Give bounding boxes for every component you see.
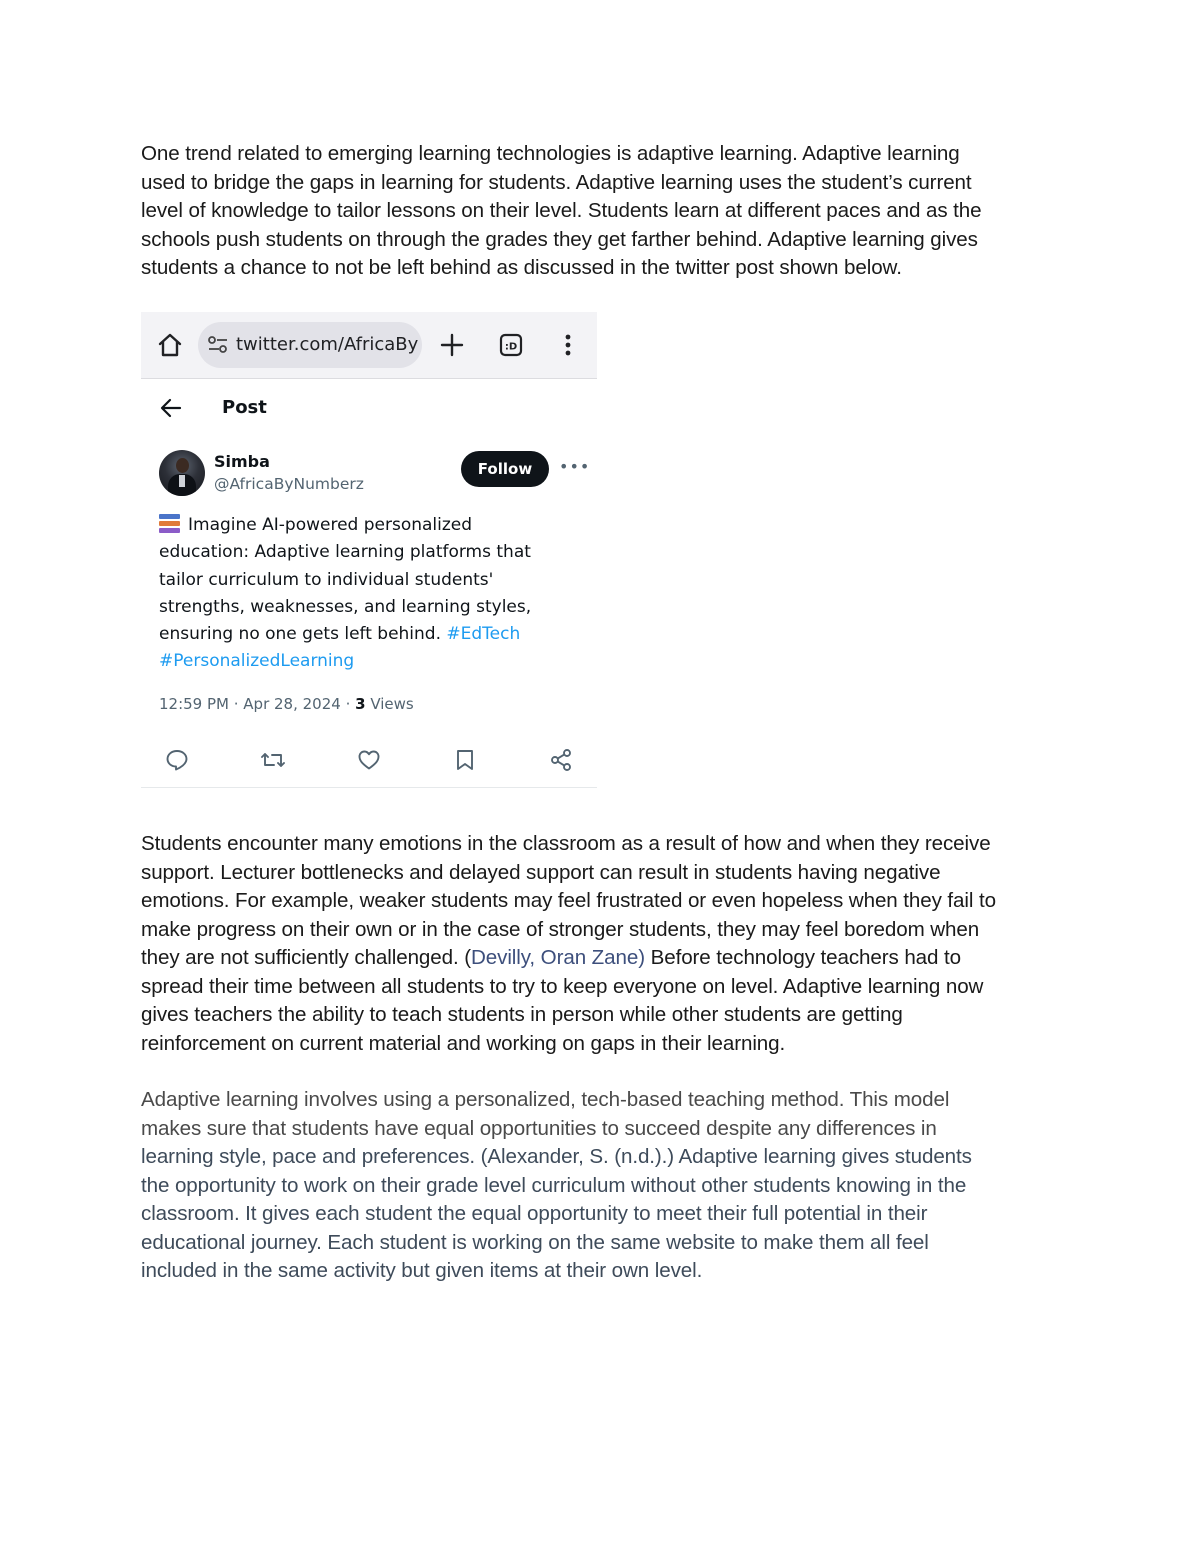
text-line: emotions. For example, weaker students may feel frustrated or even hopeless when they fail to bbox=[141, 889, 996, 912]
text-line: students a chance to not be left behind as discussed in the twitter post shown below. bbox=[141, 256, 902, 279]
text-line: educational journey. Each student is working on the same website to make them all feel bbox=[141, 1230, 929, 1254]
tweet-line bbox=[159, 648, 579, 675]
text-line: level of knowledge to tailor lessons on their level. Students learn at different paces and as the bbox=[141, 199, 982, 222]
text-line: spread their time between all students to try to keep everyone on level. Adaptive learning now bbox=[141, 974, 984, 998]
paragraph-adaptive bbox=[141, 1086, 1061, 1286]
author-handle[interactable]: @AfricaByNumberz bbox=[214, 475, 364, 493]
tweet-screenshot bbox=[141, 312, 597, 789]
reply-icon[interactable] bbox=[165, 748, 189, 776]
bookmark-icon[interactable] bbox=[454, 748, 476, 776]
text-line: included in the same activity but given items at their own level. bbox=[141, 1259, 703, 1282]
text-line: Students encounter many emotions in the classroom as a result of how and when they receive bbox=[141, 832, 991, 855]
tweet-line: tailor curriculum to individual students' bbox=[159, 569, 494, 590]
paragraph-emotions bbox=[141, 830, 1061, 1058]
tweet-line: ensuring no one gets left behind. #EdTech bbox=[159, 624, 521, 645]
browser-toolbar bbox=[141, 312, 597, 379]
share-icon[interactable] bbox=[549, 748, 573, 776]
text-line: support. Lecturer bottlenecks and delayed support can result in students having negative bbox=[141, 860, 941, 884]
text-line: reinforcement on current material and working on gaps in their learning. bbox=[141, 1031, 786, 1055]
text-line: make progress on their own or in the case of stronger students, they may feel boredom when bbox=[141, 917, 980, 941]
url-text: twitter.com/AfricaBy bbox=[236, 334, 419, 355]
paragraph-intro bbox=[141, 140, 1061, 283]
back-arrow-icon[interactable] bbox=[160, 398, 182, 422]
text-line: they are not sufficiently challenged. (Devilly, Oran Zane) Before technology teachers had to bbox=[141, 946, 961, 969]
tweet-timestamp: 12:59 PM · Apr 28, 2024 · 3 Views bbox=[159, 695, 414, 713]
text-line: schools push students on through the grades they get farther behind. Adaptive learning gives bbox=[141, 227, 978, 251]
hashtag-personalizedlearning[interactable]: #PersonalizedLearning bbox=[159, 651, 355, 672]
books-icon bbox=[159, 514, 180, 533]
text-line: Adaptive learning involves using a personalized, tech-based teaching method. This model bbox=[141, 1088, 950, 1111]
text-line: classroom. It gives each student the equal opportunity to meet their full potential in their bbox=[141, 1202, 928, 1225]
post-header bbox=[141, 379, 597, 441]
kebab-menu-icon[interactable] bbox=[562, 333, 574, 361]
like-icon[interactable] bbox=[357, 748, 381, 776]
text-line: One trend related to emerging learning technologies is adaptive learning. Adaptive learning bbox=[141, 142, 960, 165]
hashtag-edtech[interactable]: #EdTech bbox=[446, 624, 521, 645]
tweet-action-bar bbox=[141, 740, 597, 788]
address-bar[interactable] bbox=[198, 322, 422, 368]
tweet-line: strengths, weaknesses, and learning styles, bbox=[159, 596, 532, 617]
post-title: Post bbox=[222, 397, 267, 418]
citation-devilly: Devilly, Oran Zane) bbox=[471, 946, 645, 969]
site-settings-icon[interactable] bbox=[207, 335, 229, 359]
tweet-line: education: Adaptive learning platforms that bbox=[159, 542, 531, 563]
text-line: learning style, pace and preferences. (Alexander, S. (n.d.).) Adaptive learning gives students bbox=[141, 1145, 972, 1168]
tweet-text bbox=[159, 512, 579, 676]
more-options-icon[interactable]: ••• bbox=[559, 457, 591, 476]
author-name[interactable]: Simba bbox=[214, 452, 270, 471]
tweet-line: Imagine AI-powered personalized bbox=[159, 512, 579, 539]
text-line: the opportunity to work on their grade level curriculum without other students knowing in the bbox=[141, 1173, 967, 1197]
svg-text::D: :D bbox=[504, 341, 518, 353]
follow-button[interactable]: Follow bbox=[461, 451, 549, 487]
text-line: makes sure that students have equal opportunities to succeed despite any differences in bbox=[141, 1116, 937, 1140]
retweet-icon[interactable] bbox=[260, 748, 286, 776]
plus-icon[interactable] bbox=[440, 333, 464, 361]
home-icon[interactable] bbox=[157, 332, 183, 362]
text-line: gives teachers the ability to teach students in person while other students are getting bbox=[141, 1003, 903, 1026]
avatar[interactable] bbox=[159, 450, 205, 496]
views-count: 3 bbox=[355, 695, 366, 713]
tab-switcher-icon[interactable] bbox=[499, 333, 523, 361]
text-line: used to bridge the gaps in learning for students. Adaptive learning uses the student’s current bbox=[141, 170, 972, 194]
